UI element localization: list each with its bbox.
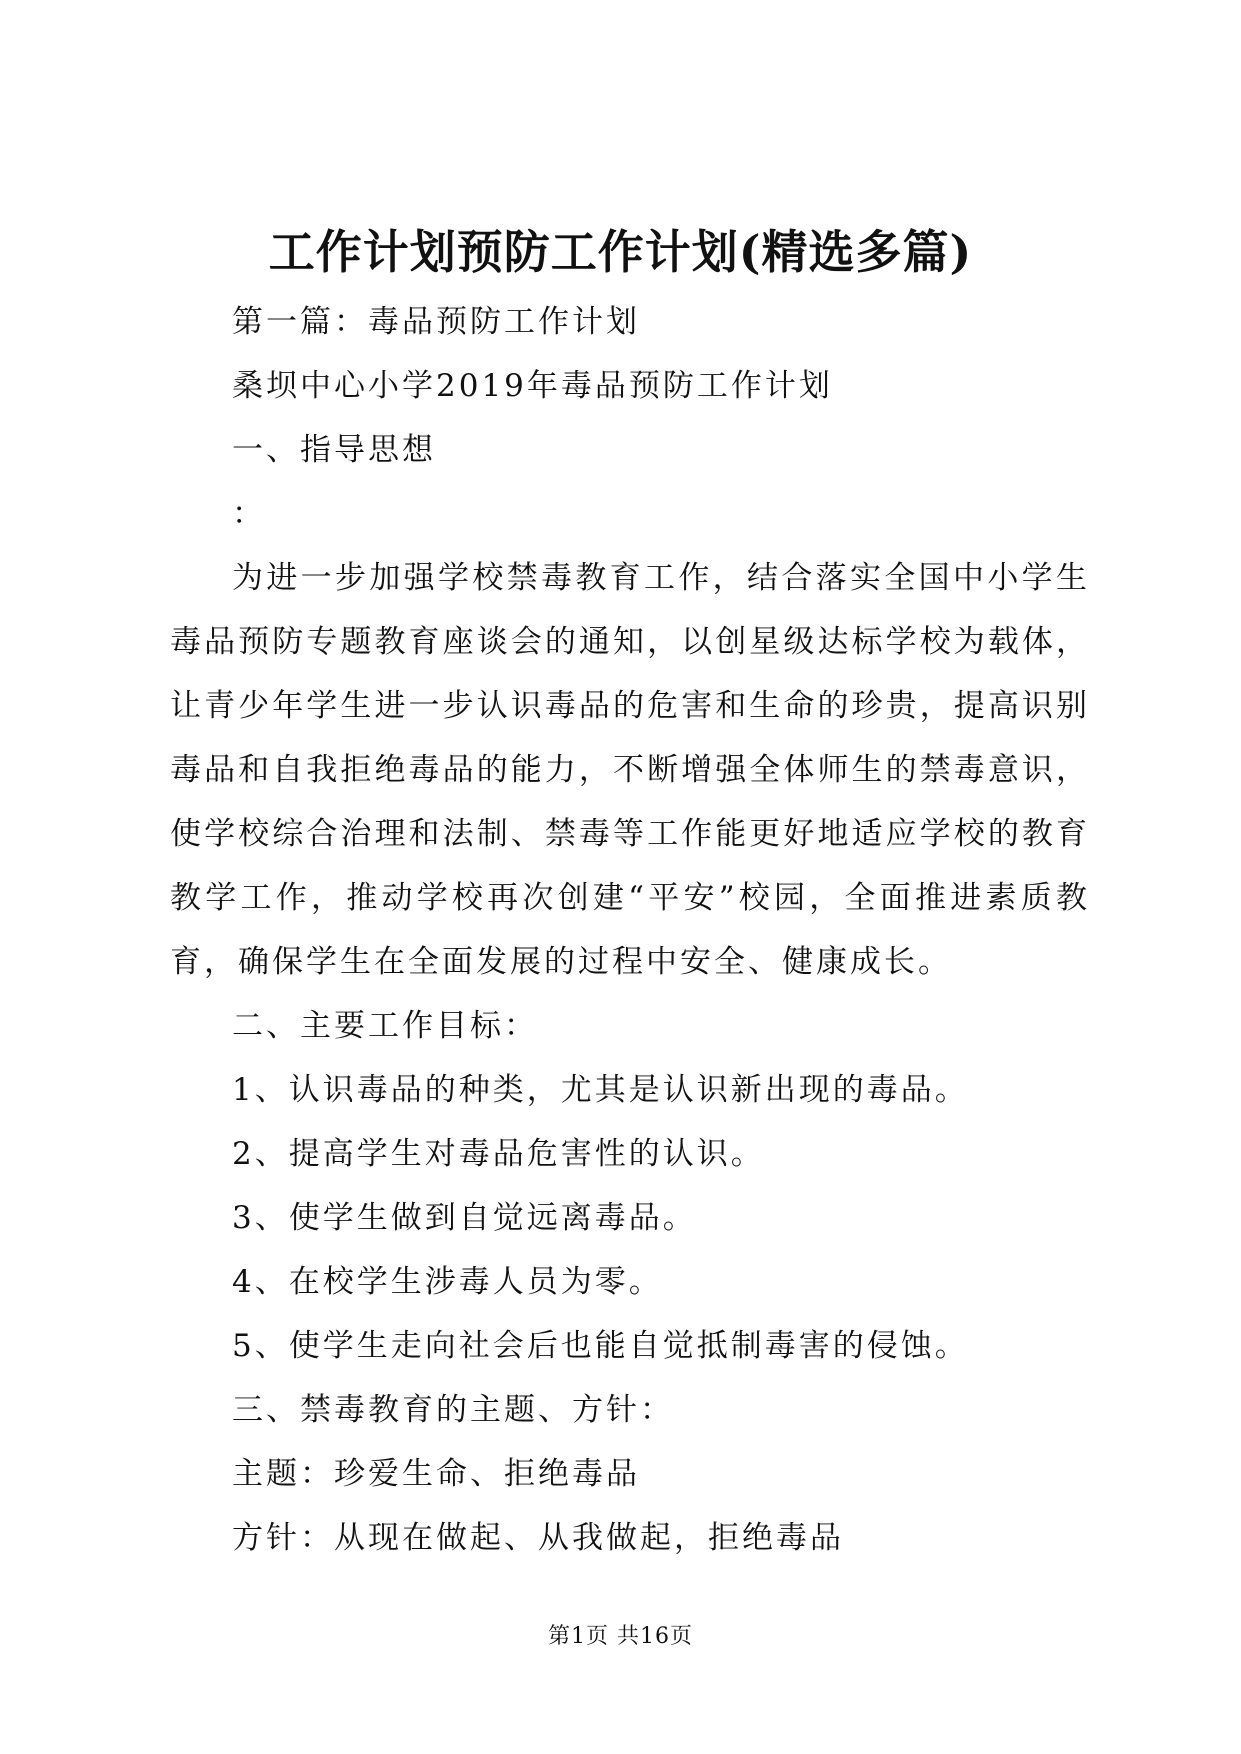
goal-item: 4、在校学生涉毒人员为零。 (232, 1264, 663, 1300)
theme-line: 主题：珍爱生命、拒绝毒品 (232, 1456, 640, 1492)
policy-line: 方针：从现在做起、从我做起，拒绝毒品 (232, 1520, 844, 1556)
document-body (170, 290, 1090, 1570)
section-2-heading: 二、主要工作目标： (232, 1008, 538, 1044)
section-3-heading: 三、禁毒教育的主题、方针： (232, 1392, 674, 1428)
colon-line: ： (232, 496, 266, 532)
goal-item: 2、提高学生对毒品危害性的认识。 (232, 1136, 765, 1172)
plan-subtitle: 桑坝中心小学2019年毒品预防工作计划 (232, 368, 833, 404)
chapter-heading: 第一篇：毒品预防工作计划 (232, 304, 640, 340)
document-title: 工作计划预防工作计划(精选多篇) (268, 225, 973, 279)
goal-item: 5、使学生走向社会后也能自觉抵制毒害的侵蚀。 (232, 1328, 969, 1364)
page-footer: 第1页 共16页 (548, 1624, 693, 1649)
guiding-paragraph: 为进一步加强学校禁毒教育工作，结合落实全国中小学生毒品预防专题教育座谈会的通知，以创星级达标学校为载体，让青少年学生进一步认识毒品的危害和生命的珍贵，提高识别毒品和自我拒绝毒品的能力，不断增强全体师生的禁毒意识，使学校综合治理和法制、禁毒等工作能更好地适应学校的教育教学工作，推动学校再次创建“平安”校园，全面推进素质教育，确保学生在全面发展的过程中安全、健康成长。 (170, 560, 1090, 980)
goal-item: 3、使学生做到自觉远离毒品。 (232, 1200, 697, 1236)
section-1-heading: 一、指导思想 (232, 432, 436, 468)
goal-item: 1、认识毒品的种类，尤其是认识新出现的毒品。 (232, 1072, 969, 1108)
